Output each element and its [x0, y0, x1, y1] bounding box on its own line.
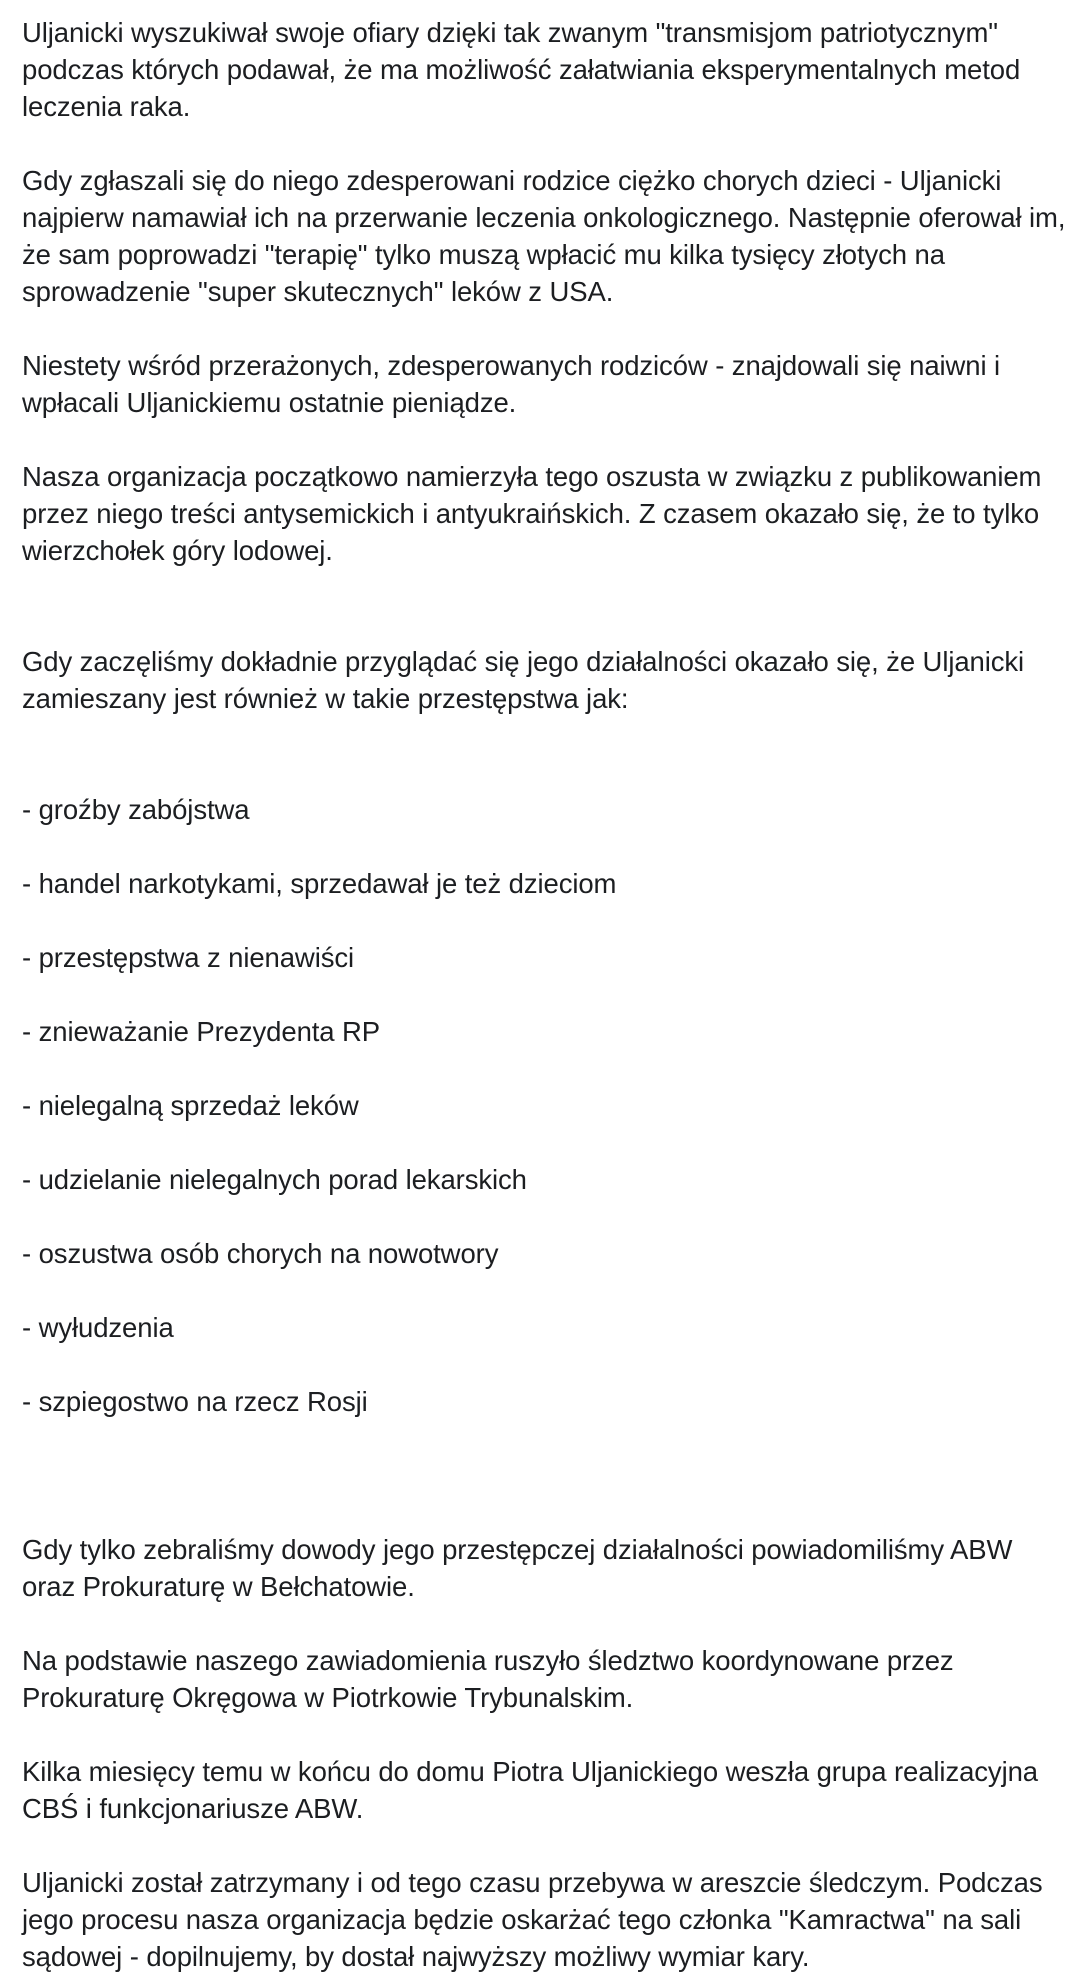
list-item: - udzielanie nielegalnych porad lekarskich: [22, 1164, 527, 1195]
post-paragraph: Uljanicki wyszukiwał swoje ofiary dzięki tak zwanym "transmisjom patriotycznym" podczas których podawał, że ma możliwość załatwiania eksperymentalnych metod leczenia raka.: [22, 17, 1021, 122]
list-item: - oszustwa osób chorych na nowotwory: [22, 1238, 499, 1269]
crimes-section: [22, 606, 1072, 1494]
crimes-list: [22, 754, 1072, 1457]
post-paragraph: Niestety wśród przerażonych, zdesperowanych rodziców - znajdowali się naiwni i wpłacali Uljanickiemu ostatnie pieniądze.: [22, 350, 1001, 418]
post-paragraph: Nasza organizacja początkowo namierzyła tego oszusta w związku z publikowaniem przez niego treści antysemickich i antyukraińskich. Z czasem okazało się, że to tylko wierzchołek góry lodowej.: [22, 461, 1042, 566]
list-item: - wyłudzenia: [22, 1312, 174, 1343]
list-item: - szpiegostwo na rzecz Rosji: [22, 1386, 368, 1417]
post-body: [22, 14, 1072, 1975]
list-item: - nielegalną sprzedaż leków: [22, 1090, 359, 1121]
crimes-intro: Gdy zaczęliśmy dokładnie przyglądać się jego działalności okazało się, że Uljanicki zamieszany jest również w takie przestępstwa jak:: [22, 646, 1025, 714]
post-paragraph: Na podstawie naszego zawiadomienia ruszyło śledztwo koordynowane przez Prokuraturę Okręgowa w Piotrkowie Trybunalskim.: [22, 1645, 954, 1713]
list-item: - groźby zabójstwa: [22, 794, 250, 825]
post-paragraph: Gdy zgłaszali się do niego zdesperowani rodzice ciężko chorych dzieci - Uljanicki najpierw namawiał ich na przerwanie leczenia onkologicznego. Następnie oferował im, że sam poprowadzi "terapię" tylko muszą wpłacić mu kilka tysięcy złotych na sprowadzenie "super skutecznych" leków z USA.: [22, 165, 1066, 307]
list-item: - przestępstwa z nienawiści: [22, 942, 355, 973]
post-paragraph: Uljanicki został zatrzymany i od tego czasu przebywa w areszcie śledczym. Podczas jego procesu nasza organizacja będzie oskarżać tego członka "Kamractwa" na sali sądowej - dopilnujemy, by dostał najwyższy możliwy wymiar kary.: [22, 1867, 1043, 1972]
list-item: - znieważanie Prezydenta RP: [22, 1016, 381, 1047]
list-item: - handel narkotykami, sprzedawał je też dzieciom: [22, 868, 617, 899]
post-paragraph: Kilka miesięcy temu w końcu do domu Piotra Uljanickiego weszła grupa realizacyjna CBŚ i funkcjonariusze ABW.: [22, 1756, 1038, 1824]
post-paragraph: Gdy tylko zebraliśmy dowody jego przestępczej działalności powiadomiliśmy ABW oraz Prokuraturę w Bełchatowie.: [22, 1534, 1013, 1602]
